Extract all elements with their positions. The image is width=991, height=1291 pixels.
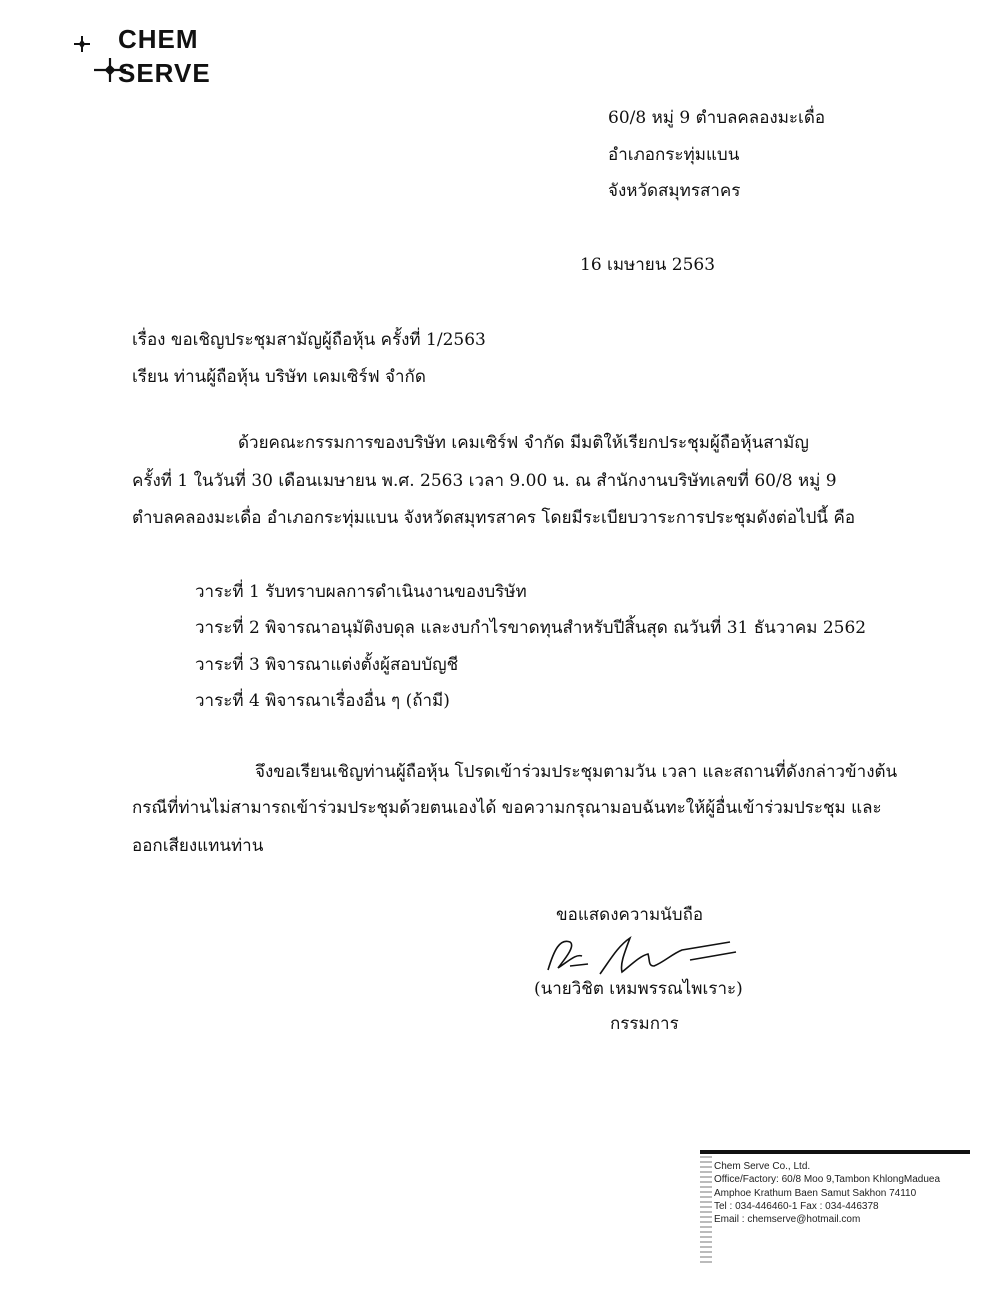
- body1-line-1: ด้วยคณะกรรมการของบริษัท เคมเซิร์ฟ จำกัด มีมติให้เรียกประชุมผู้ถือหุ้นสามัญ: [238, 433, 809, 453]
- footer-company: Chem Serve Co., Ltd.: [714, 1161, 811, 1172]
- address-line-2: อำเภอกระทุ่มแบน: [608, 145, 740, 165]
- company-logo: [70, 22, 240, 100]
- body2-line-3: ออกเสียงแทนท่าน: [132, 836, 264, 856]
- address-line-1: 60/8 หมู่ 9 ตำบลคลองมะเดื่อ: [608, 108, 826, 128]
- agenda-item-3: วาระที่ 3 พิจารณาแต่งตั้งผู้สอบบัญชี: [195, 655, 459, 675]
- body1-line-2: ครั้งที่ 1 ในวันที่ 30 เดือนเมษายน พ.ศ. 2563 เวลา 9.00 น. ณ สำนักงานบริษัทเลขที่ 60/8 หมู่ 9: [132, 471, 837, 491]
- letter-salutation: เรียน ท่านผู้ถือหุ้น บริษัท เคมเซิร์ฟ จำกัด: [132, 367, 426, 387]
- footer-divider: [700, 1150, 970, 1154]
- letter-subject: เรื่อง ขอเชิญประชุมสามัญผู้ถือหุ้น ครั้งที่ 1/2563: [132, 330, 486, 350]
- handwritten-signature: [540, 930, 740, 980]
- address-line-3: จังหวัดสมุทรสาคร: [608, 181, 741, 201]
- footer-district: Amphoe Krathum Baen Samut Sakhon 74110: [714, 1188, 917, 1199]
- logo-text-serve: SERVE: [118, 58, 211, 88]
- closing-text: ขอแสดงความนับถือ: [556, 905, 704, 925]
- signer-name: (นายวิชิต เหมพรรณไพเราะ): [534, 979, 743, 999]
- footer-tel-fax: Tel : 034-446460-1 Fax : 034-446378: [714, 1201, 879, 1212]
- footer-email: Email : chemserve@hotmail.com: [714, 1214, 861, 1225]
- footer-office: Office/Factory: 60/8 Moo 9,Tambon KhlongMaduea: [714, 1174, 941, 1185]
- agenda-item-2: วาระที่ 2 พิจารณาอนุมัติงบดุล และงบกำไรขาดทุนสำหรับปีสิ้นสุด ณวันที่ 31 ธันวาคม 2562: [195, 618, 867, 638]
- body2-line-1: จึงขอเรียนเชิญท่านผู้ถือหุ้น โปรดเข้าร่วมประชุมตามวัน เวลา และสถานที่ดังกล่าวข้างต้น: [255, 762, 898, 782]
- agenda-item-4: วาระที่ 4 พิจารณาเรื่องอื่น ๆ (ถ้ามี): [195, 691, 450, 711]
- letter-date: 16 เมษายน 2563: [580, 255, 716, 275]
- body1-line-3: ตำบลคลองมะเดื่อ อำเภอกระทุ่มแบน จังหวัดสมุทรสาคร โดยมีระเบียบวาระการประชุมดังต่อไปนี้ คือ: [132, 508, 856, 528]
- signer-title: กรรมการ: [610, 1014, 679, 1034]
- agenda-item-1: วาระที่ 1 รับทราบผลการดำเนินงานของบริษัท: [195, 582, 527, 602]
- footer-decorative-stripe: [700, 1156, 712, 1266]
- body2-line-2: กรณีที่ท่านไม่สามารถเข้าร่วมประชุมด้วยตนเองได้ ขอความกรุณามอบฉันทะให้ผู้อื่นเข้าร่วมประชุม และ: [132, 798, 882, 818]
- logo-text-chem: CHEM: [118, 24, 199, 54]
